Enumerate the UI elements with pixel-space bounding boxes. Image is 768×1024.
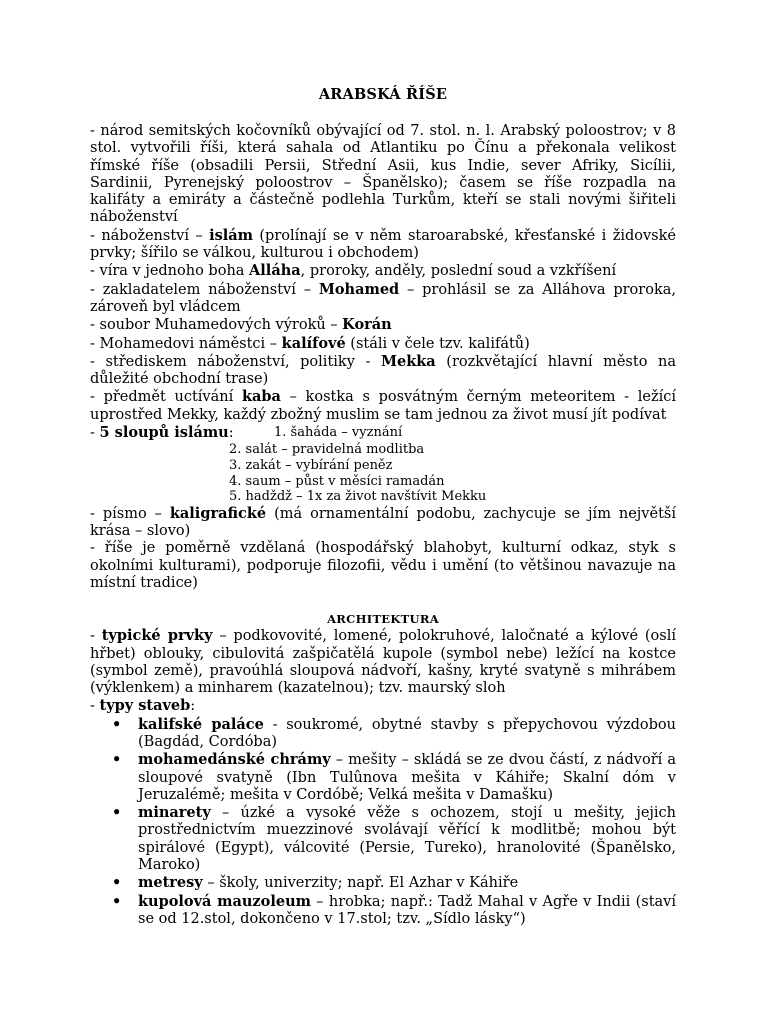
paragraph-script: - písmo – kaligrafické (má ornamentální podobu, zachycuje se jím největší krása – slovo) [90, 504, 676, 540]
list-item: • kalifské paláce - soukromé, obytné stavby s přepychovou výzdobou (Bagdád, Cordóba) [112, 715, 676, 750]
bullet-icon: • [112, 874, 122, 892]
paragraph-kaaba: - předmět uctívání kaba – kostka s posvátným černým meteoritem - ležící uprostřed Mekky, každý zbožný muslim se tam jednou za život musí jít podívat [90, 388, 676, 423]
paragraph-faith: - víra v jednoho boha Alláha, proroky, anděly, poslední soud a vzkříšení [90, 262, 617, 280]
pillar-item: 3. zakát – vybírání peněz [229, 457, 393, 473]
building-types-list [90, 716, 676, 929]
page-title: ARABSKÁ ŘÍŠE [318, 86, 448, 103]
pillar-item: 1. šaháda – vyznání [274, 425, 403, 441]
paragraph-caliphs: - Mohamedovi náměstci – kalífové (stáli v čele tzv. kalifátů) [90, 334, 530, 352]
pillar-item: 5. hadždž – 1x za život navštívit Mekku [229, 489, 487, 505]
bullet-icon: • [112, 715, 122, 733]
list-item: • minarety – úzké a vysoké věže s ochozem, stojí u mešity, jejich prostřednictvím muezzinové svolávají věřící k modlitbě; mohou být spirálové (Egypt), válcovité (Persie, Tureko), hranolovité (Španělsko, Maroko) [112, 804, 676, 874]
pillar-item: 2. salát – pravidelná modlitba [229, 442, 425, 458]
list-item: • kupolová mauzoleum – hrobka; např.: Tadž Mahal v Agře v Indii (staví se od 12.stol, dokončeno v 17.stol; tzv. „Sídlo lásky“) [112, 892, 676, 927]
paragraph-mecca: - střediskem náboženství, politiky - Mekka (rozkvětající hlavní město na důležité obchodní trase) [90, 352, 676, 388]
paragraph-founder: - zakladatelem náboženství – Mohamed – prohlásil se za Alláhova proroka, zároveň byl vládcem [90, 280, 676, 315]
bullet-icon: • [112, 804, 122, 822]
list-item: • metresy – školy, univerzity; např. El Azhar v Káhiře [112, 874, 519, 892]
bullet-icon: • [112, 751, 122, 769]
paragraph-intro: - národ semitských kočovníků obývající od 7. stol. n. l. Arabský poloostrov; v 8 stol. vytvořili říši, která sahala od Atlantiku po Čínu a překonala velikost římské říše (obsadili Persii, Střední Asii, kus Indie, sever Afriky, Sicílii, Sardinii, Pyrenejský poloostrov – Španělsko); časem se říše rozpadla na kalifáty a emiráty a částečně podlehla Turkům, kteří se stali novými šiřiteli náboženství [90, 123, 676, 226]
bullet-icon: • [112, 892, 122, 910]
pillar-item: 4. saum – půst v měsíci ramadán [229, 473, 445, 489]
paragraph-koran: - soubor Muhamedových výroků – Korán [90, 316, 392, 334]
section-heading-architecture: ARCHITEKTURA [327, 612, 439, 627]
list-item: • mohamedánské chrámy – mešity – skládá se ze dvou částí, z nádvoří a sloupové svatyně (Ibn Tulûnova mešita v Káhiře; Skalní dóm v Jeruzalémě; mešita v Cordóbě; Velká mešita v Damašku) [112, 751, 676, 803]
paragraph-typical-elements: - typické prvky – podkovovité, lomené, polokruhové, laločnaté a kýlové (oslí hřbet) oblouky, cibulovitá zašpičatělá kupole (symbol nebe) ležící na kostce (symbol země), pravoúhlá sloupová nádvoří, kašny, kryté svatyně s mihrábem (výklenkem) a minharem (kazatelnou); tzv. maurský sloh [90, 627, 676, 697]
paragraph-religion: - náboženství – islám (prolínají se v něm staroarabské, křesťanské i židovské prvky; šířilo se válkou, kulturou i obchodem) [90, 226, 676, 262]
paragraph-education: - říše je poměrně vzdělaná (hospodářský blahobyt, kulturní odkaz, styk s okolními kulturami), podporuje filozofii, vědu i umění (to většinou navazuje na místní tradice) [90, 540, 676, 591]
document-page [90, 86, 676, 928]
paragraph-building-types: - typy staveb: [90, 697, 196, 715]
pillars-heading: - 5 sloupů islámu: 1. šaháda – vyznání [90, 424, 403, 442]
